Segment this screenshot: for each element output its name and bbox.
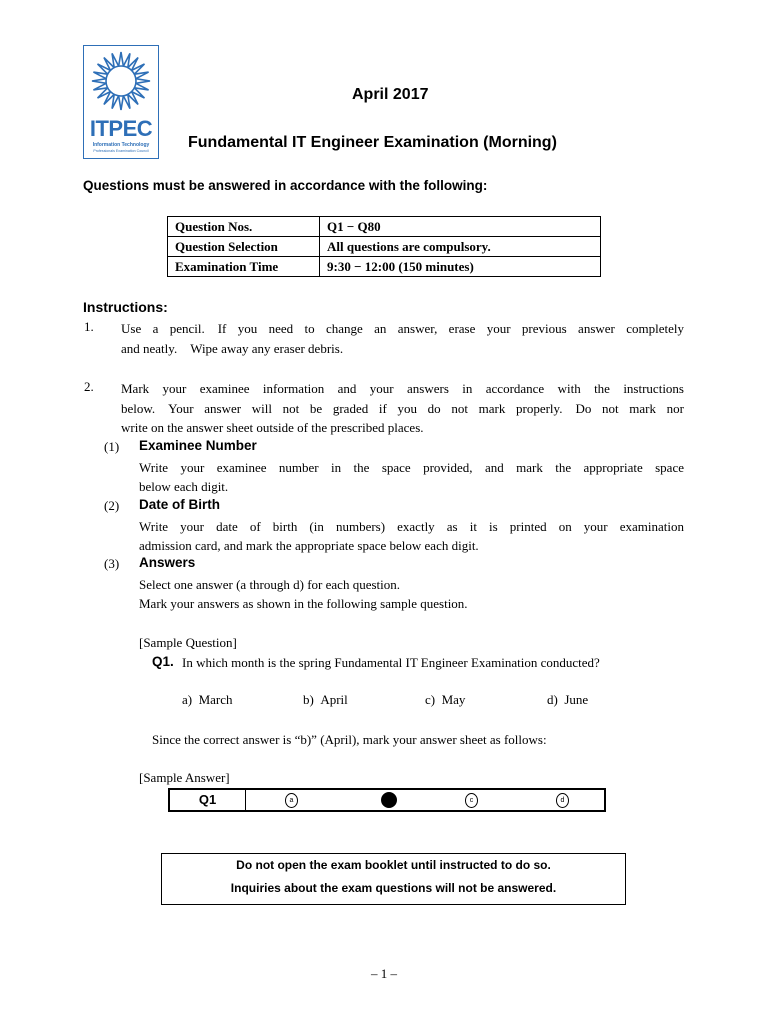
table-cell-value: All questions are compulsory. [320, 237, 601, 257]
intro-text: Questions must be answered in accordance with the following: [83, 178, 488, 193]
item2-line1: Mark your examinee information and your answers in accordance with the instructions [121, 381, 684, 396]
sample-answer-label: [Sample Answer] [139, 770, 230, 785]
sub1-line2: below each digit. [139, 479, 229, 494]
sample-question-label: [Sample Question] [139, 635, 237, 650]
instructions-heading: Instructions: [83, 299, 168, 315]
table-row [168, 237, 601, 257]
emblem-petal [119, 96, 124, 110]
sub-number: (2) [104, 498, 120, 513]
sunburst-emblem-icon [90, 50, 152, 112]
table-cell-value: 9:30 − 12:00 (150 minutes) [320, 257, 601, 277]
sample-question-number: Q1. [152, 654, 174, 669]
item1-line1: Use a pencil. If you need to change an answer, erase your previous answer completely [121, 321, 684, 336]
table-cell-label: Examination Time [168, 257, 320, 277]
sub3-line1: Select one answer (a through d) for each question. [139, 577, 400, 592]
sub2-line1: Write your date of birth (in numbers) exactly as it is printed on your examination [139, 519, 684, 534]
sub2-title: Date of Birth [139, 497, 220, 512]
itpec-logo [83, 45, 159, 159]
sample-answer-question: Q1 [170, 790, 246, 810]
table-cell-value: Q1 − Q80 [320, 217, 601, 237]
sub1-line1: Write your examinee number in the space provided, and mark the appropriate space [139, 460, 684, 475]
table-row [168, 217, 601, 237]
item-number: 1. [84, 319, 94, 334]
emblem-petal [92, 79, 106, 84]
emblem-petal [136, 79, 150, 84]
item1-line2: and neatly. Wipe away any eraser debris. [121, 341, 344, 356]
logo-tagline: Information Technology [92, 142, 150, 148]
bubble-d: d [556, 793, 569, 808]
sub3-title: Answers [139, 555, 196, 570]
sub3-line2: Mark your answers as shown in the following sample question. [139, 596, 468, 611]
bubble-c: c [465, 793, 478, 808]
emblem-petal [119, 52, 124, 66]
logo-name: ITPEC [89, 116, 153, 141]
exam-title: Fundamental IT Engineer Examination (Morning) [188, 134, 557, 151]
option-d: d) June [547, 692, 589, 707]
sample-explanation: Since the correct answer is “b)” (April), mark your answer sheet as follows: [152, 732, 547, 747]
logo-subtagline: Professionals Examination Council [93, 149, 149, 153]
notice-line-1: Do not open the exam booklet until instructed to do so. [236, 858, 551, 872]
item2-line2: below. Your answer will not be graded if you do not mark properly. Do not mark nor [121, 401, 684, 416]
bubble-b-filled [381, 792, 397, 808]
option-a: a) March [182, 692, 233, 707]
exam-info-table [167, 216, 601, 277]
sub2-line2: admission card, and mark the appropriate space below each digit. [139, 538, 479, 553]
bubble-a: a [285, 793, 298, 808]
table-cell-label: Question Nos. [168, 217, 320, 237]
page-number: – 1 – [371, 966, 397, 981]
option-c: c) May [425, 692, 466, 707]
item2-line3: write on the answer sheet outside of the prescribed places. [121, 420, 424, 435]
table-row [168, 257, 601, 277]
item-number: 2. [84, 379, 94, 394]
sub-number: (3) [104, 556, 120, 571]
sample-question-text: In which month is the spring Fundamental IT Engineer Examination conducted? [182, 655, 600, 670]
notice-box [161, 853, 626, 905]
option-b: b) April [303, 692, 348, 707]
table-cell-label: Question Selection [168, 237, 320, 257]
sub1-title: Examinee Number [139, 438, 257, 453]
sample-answer-row [168, 788, 606, 812]
sub-number: (1) [104, 439, 120, 454]
exam-date: April 2017 [352, 86, 429, 103]
notice-line-2: Inquiries about the exam questions will not be answered. [230, 881, 557, 895]
